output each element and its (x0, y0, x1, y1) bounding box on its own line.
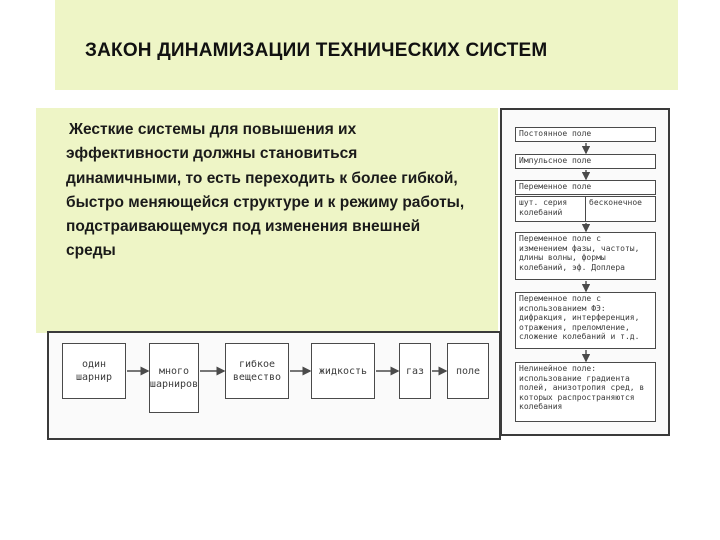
bchart-box-gas: газ (399, 343, 431, 399)
bchart-box-field: поле (447, 343, 489, 399)
bchart-arrows (49, 333, 503, 442)
rchart-split-infinite: бесконечное (585, 197, 655, 221)
slide-body-text: Жесткие системы для повышения их эффективности должны становиться динамичными, то есть переходить к более гибкой, быстро меняющейся структуре и к режиму работы, подстраивающемуся под изменения внешней среды (66, 121, 465, 260)
rchart-box-pulse-field: Импульсное поле (515, 154, 656, 169)
rchart-arrows (502, 110, 672, 438)
slide-title: ЗАКОН ДИНАМИЗАЦИИ ТЕХНИЧЕСКИХ СИСТЕМ (85, 40, 548, 61)
rchart-split-series: шут. серия колебаний (519, 198, 568, 217)
bchart-box-flexible-substance: гибкое вещество (225, 343, 289, 399)
rchart-box-physical-effects: Переменное поле с использованием ФЭ: дифракция, интерференция, отражения, преломление, сложение колебаний и т.д. (515, 292, 656, 349)
matter-evolution-diagram (47, 331, 501, 440)
bchart-box-one-hinge: один шарнир (62, 343, 126, 399)
bchart-box-liquid: жидкость (311, 343, 375, 399)
rchart-box-variable-phase: Переменное поле с изменением фазы, частоты, длины волны, формы колебаний, эф. Доплера (515, 232, 656, 280)
rchart-box-constant-field: Постоянное поле (515, 127, 656, 142)
rchart-box-variable-field: Переменное поле (515, 180, 656, 195)
bchart-box-many-hinges: много шарниров (149, 343, 199, 413)
rchart-box-nonlinear-field: Нелинейное поле: использование градиента полей, анизотропия сред, в которых распространяются колебания (515, 362, 656, 422)
field-evolution-diagram (500, 108, 670, 436)
